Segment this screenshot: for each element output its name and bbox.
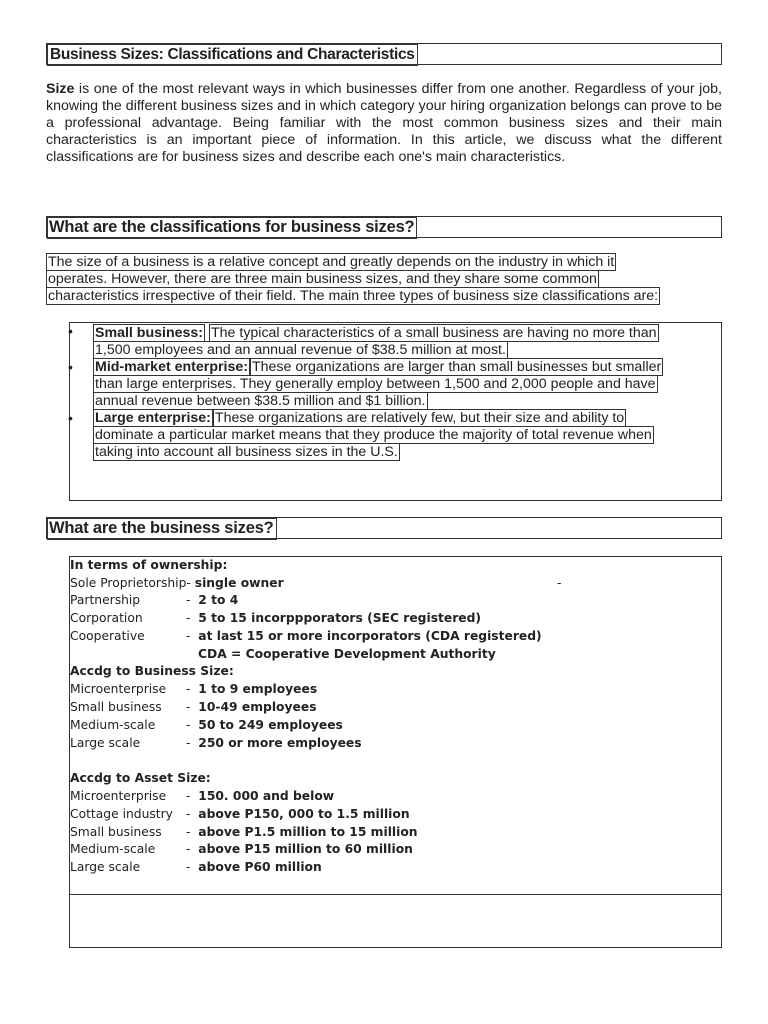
row-label: Large scale bbox=[70, 860, 141, 874]
row-value: above P15 million to 60 million bbox=[198, 842, 413, 856]
ownership-row bbox=[70, 575, 284, 592]
row-sep: - bbox=[186, 629, 191, 643]
bullet-term: Mid-market enterprise: bbox=[95, 359, 248, 375]
row-value: above P1.5 million to 15 million bbox=[198, 825, 418, 839]
row-sep: - bbox=[186, 593, 191, 607]
row-value: 10-49 employees bbox=[198, 700, 317, 714]
section1-line-3: characteristics irrespective of their field. The main three types of business size classifications are: bbox=[48, 288, 659, 304]
bullet-term: Large enterprise: bbox=[95, 410, 211, 426]
business-size-heading: Accdg to Business Size: bbox=[70, 664, 234, 678]
classification-bullets-box bbox=[69, 322, 722, 501]
row-label: Small business bbox=[70, 825, 162, 839]
bullet-line: These organizations are larger than small businesses but smaller bbox=[251, 359, 662, 375]
ownership-heading: In terms of ownership: bbox=[70, 558, 228, 572]
asset-size-row bbox=[70, 806, 410, 823]
intro-text: is one of the most relevant ways in which businesses differ from one another. Regardless of your job, knowing the different business sizes and in which category your hiring organization belongs can prove to be a professional advantage. Being familiar with the most common business sizes and their main characteristics is an important piece of information. In this article, we discuss what the different classifications are for business sizes and describe each one's main characteristics. bbox=[46, 81, 722, 165]
row-value: 2 to 4 bbox=[198, 593, 239, 607]
intro-paragraph bbox=[46, 81, 722, 166]
bullet-line: annual revenue between $38.5 million and $1 billion. bbox=[95, 393, 426, 409]
ownership-row-trailing: - bbox=[557, 576, 562, 590]
bullet-term: Small business: bbox=[95, 325, 204, 341]
row-sep: - bbox=[186, 700, 191, 714]
section2-heading-bar bbox=[46, 517, 722, 539]
business-size-row bbox=[70, 681, 317, 698]
asset-size-row bbox=[70, 788, 334, 805]
row-label: Microenterprise bbox=[70, 789, 167, 803]
cda-note: CDA = Cooperative Development Authority bbox=[198, 647, 496, 661]
row-sep: - bbox=[186, 576, 191, 590]
row-value: 150. 000 and below bbox=[198, 789, 335, 803]
bullet-mid-market bbox=[70, 359, 721, 410]
bullet-small-business bbox=[70, 323, 721, 359]
asset-size-row bbox=[70, 841, 413, 858]
section1-line-1: The size of a business is a relative concept and greatly depends on the industry in which it bbox=[48, 254, 615, 270]
section1-heading: What are the classifications for business sizes? bbox=[47, 217, 417, 239]
row-label: Corporation bbox=[70, 611, 143, 625]
ownership-row bbox=[70, 610, 481, 627]
row-sep: - bbox=[186, 825, 191, 839]
box-divider bbox=[70, 894, 721, 895]
row-sep: - bbox=[186, 842, 191, 856]
row-value: 50 to 249 employees bbox=[198, 718, 343, 732]
business-sizes-box bbox=[69, 556, 722, 948]
row-sep: - bbox=[186, 718, 191, 732]
bullet-line: than large enterprises. They generally employ between 1,500 and 2,000 people and have bbox=[95, 376, 656, 392]
row-label: Cottage industry bbox=[70, 807, 173, 821]
box-gap bbox=[720, 647, 721, 649]
row-sep: - bbox=[186, 682, 191, 696]
row-value: above P60 million bbox=[198, 860, 322, 874]
row-label: Sole Proprietorship bbox=[70, 576, 187, 590]
ownership-row bbox=[70, 628, 542, 645]
business-size-row bbox=[70, 717, 343, 734]
row-sep: - bbox=[186, 789, 191, 803]
row-label: Microenterprise bbox=[70, 682, 167, 696]
row-value: 5 to 15 incorppporators (SEC registered) bbox=[198, 611, 482, 625]
row-sep: - bbox=[186, 611, 191, 625]
section1-paragraph bbox=[46, 254, 722, 305]
row-value: at last 15 or more incorporators (CDA registered) bbox=[198, 629, 542, 643]
row-sep: - bbox=[186, 736, 191, 750]
page-title: Business Sizes: Classifications and Characteristics bbox=[47, 44, 418, 66]
bullet-dot: • bbox=[68, 410, 73, 426]
business-size-row bbox=[70, 735, 362, 752]
row-label: Cooperative bbox=[70, 629, 145, 643]
row-value: single owner bbox=[194, 576, 284, 590]
intro-bold-word: Size bbox=[46, 81, 75, 97]
section1-line-2: operates. However, there are three main business sizes, and they share some common bbox=[48, 271, 597, 287]
section1-heading-bar bbox=[46, 216, 722, 238]
bullet-line: The typical characteristics of a small business are having no more than bbox=[210, 325, 657, 341]
row-value: above P150, 000 to 1.5 million bbox=[198, 807, 410, 821]
bullet-large-enterprise bbox=[70, 410, 721, 461]
row-value: 1 to 9 employees bbox=[198, 682, 318, 696]
bullet-dot: • bbox=[68, 359, 73, 375]
row-value: 250 or more employees bbox=[198, 736, 362, 750]
row-label: Partnership bbox=[70, 593, 141, 607]
bullet-dot: • bbox=[68, 323, 73, 339]
section2-heading: What are the business sizes? bbox=[47, 518, 277, 540]
business-size-row bbox=[70, 699, 317, 716]
ownership-row bbox=[70, 592, 238, 609]
title-bar bbox=[46, 43, 722, 65]
row-label: Medium-scale bbox=[70, 842, 156, 856]
asset-size-row bbox=[70, 824, 418, 841]
row-label: Large scale bbox=[70, 736, 141, 750]
row-sep: - bbox=[186, 860, 191, 874]
bullet-line: 1,500 employees and an annual revenue of $38.5 million at most. bbox=[95, 342, 506, 358]
box-gap bbox=[720, 771, 721, 773]
row-label: Medium-scale bbox=[70, 718, 156, 732]
row-sep: - bbox=[186, 807, 191, 821]
asset-size-heading: Accdg to Asset Size: bbox=[70, 771, 211, 785]
bullet-line: taking into account all business sizes in the U.S. bbox=[95, 444, 398, 460]
row-label: Small business bbox=[70, 700, 162, 714]
bullet-line: dominate a particular market means that they produce the majority of total revenue when bbox=[95, 427, 652, 443]
bullet-line: These organizations are relatively few, but their size and ability to bbox=[214, 410, 625, 426]
asset-size-row bbox=[70, 859, 322, 876]
